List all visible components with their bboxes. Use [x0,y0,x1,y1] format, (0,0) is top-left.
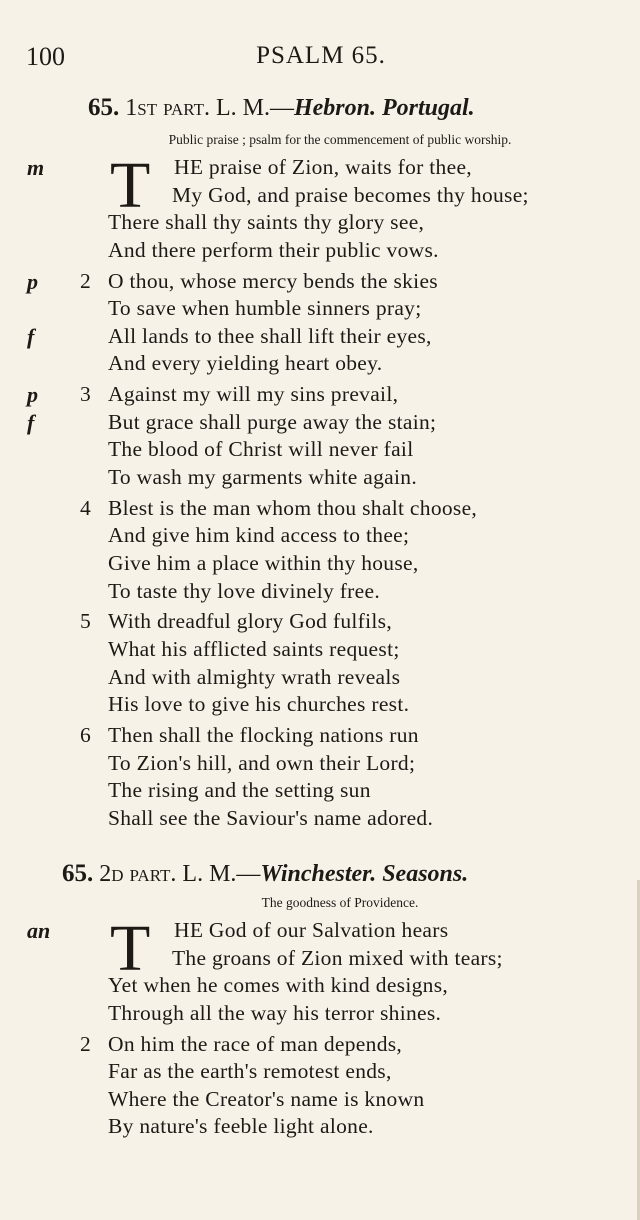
page-number: 100 [26,42,65,71]
hymn-part: 2d part. [99,861,177,887]
hymn-number: 65. [62,860,94,887]
running-head [26,42,616,74]
verse-line: To Zion's hill, and own their Lord; [108,750,416,775]
hymn-subtitle: Public praise ; psalm for the commencement of public worship. [168,132,512,147]
verse-line: What his afflicted saints request; [108,637,400,661]
hymn-meter: L. M.— [182,861,261,887]
running-title: PSALM 65. [256,42,386,69]
hymn-heading [88,94,608,122]
dynamic-mark: m [27,155,45,180]
verse-line: Through all the way his terror shines. [108,1000,442,1025]
stanza-number: 6 [80,723,91,747]
verse-line: And there perform their public vows. [108,237,439,262]
verse-line: HE praise of Zion, waits for thee, [174,155,472,179]
hymn-number: 65. [88,94,120,121]
verse-line: By nature's feeble light alone. [108,1114,374,1139]
verse-line: O thou, whose mercy bends the skies [108,268,438,293]
verse-line: With dreadful glory God fulfils, [108,609,392,634]
verse-line: Yet when he comes with kind designs, [108,973,449,998]
drop-cap: T [110,149,151,222]
verse-line: Where the Creator's name is known [108,1086,425,1111]
dynamic-mark: f [27,409,35,435]
verse-line: And every yielding heart obey. [108,351,383,376]
verse-line: To save when humble sinners pray; [108,296,422,321]
hymn-subtitle: The goodness of Providence. [261,895,419,910]
drop-cap: T [110,912,151,985]
stanza-number: 5 [80,609,91,634]
verse-line: And with almighty wrath reveals [108,664,401,689]
dynamic-mark: f [27,323,35,349]
verse-line: But grace shall purge away the stain; [108,409,437,434]
stanza-number: 3 [80,382,91,407]
verse-line: His love to give his churches rest. [108,692,410,717]
verse-line: To taste thy love divinely free. [108,578,380,603]
verse-line: HE God of our Salvation hears [174,918,449,942]
verse-line: Far as the earth's remotest ends, [108,1059,392,1084]
dynamic-mark: p [27,268,38,294]
hymn-meter: L. M.— [215,95,294,121]
verse-line: Against my will my sins prevail, [108,382,399,407]
verse-line: My God, and praise becomes thy house; [172,182,529,207]
verse-line: Shall see the Saviour's name adored. [108,805,434,830]
verse-line: And give him kind access to thee; [108,523,410,548]
hymn-heading [62,860,582,888]
verse-line: All lands to thee shall lift their eyes, [108,323,432,348]
verse-line: To wash my garments white again. [108,465,418,489]
hymn-tunes: Winchester. Seasons. [260,861,469,887]
stanza-number: 2 [80,1031,91,1056]
hymn-tunes: Hebron. Portugal. [293,95,475,121]
dynamic-mark: p [27,382,38,408]
verse-line: The groans of Zion mixed with tears; [172,945,503,970]
stanza-number: 2 [80,268,91,293]
hymn-part: 1st part. [125,95,210,121]
dynamic-mark: an [27,918,51,943]
verse-line: The rising and the setting sun [108,778,371,803]
verse-line: On him the race of man depends, [108,1031,403,1056]
verse-line: The blood of Christ will never fail [108,437,414,462]
verse-line: Then shall the flocking nations run [108,723,419,747]
verse-line: Blest is the man whom thou shalt choose, [108,495,478,520]
verse-line: There shall thy saints thy glory see, [108,210,425,235]
stanza-number: 4 [80,495,91,520]
verse-line: Give him a place within thy house, [108,551,419,575]
